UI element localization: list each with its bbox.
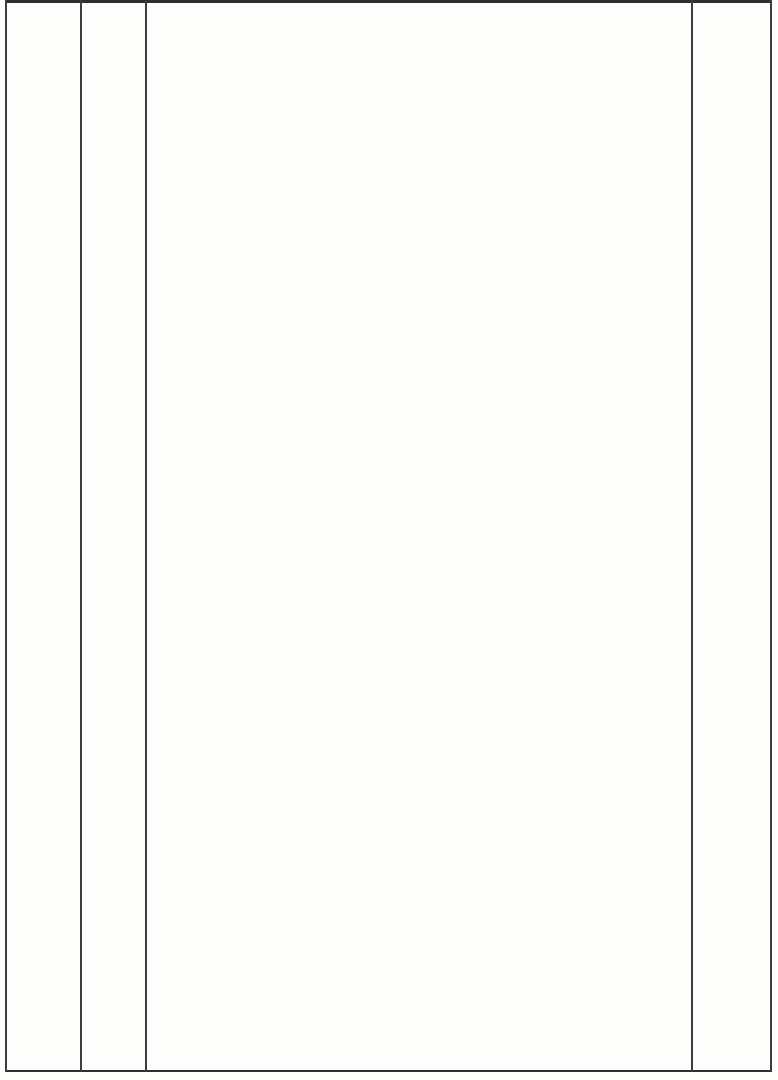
column-divider-2 [145, 0, 147, 1072]
table-border-right [770, 0, 772, 1072]
score-column [693, 0, 770, 1072]
table-border-bottom [5, 1070, 772, 1072]
table-border-top [5, 0, 772, 3]
table-border-left [5, 0, 7, 1072]
watermark-text [15, 262, 778, 919]
column-divider-1 [80, 0, 82, 1072]
